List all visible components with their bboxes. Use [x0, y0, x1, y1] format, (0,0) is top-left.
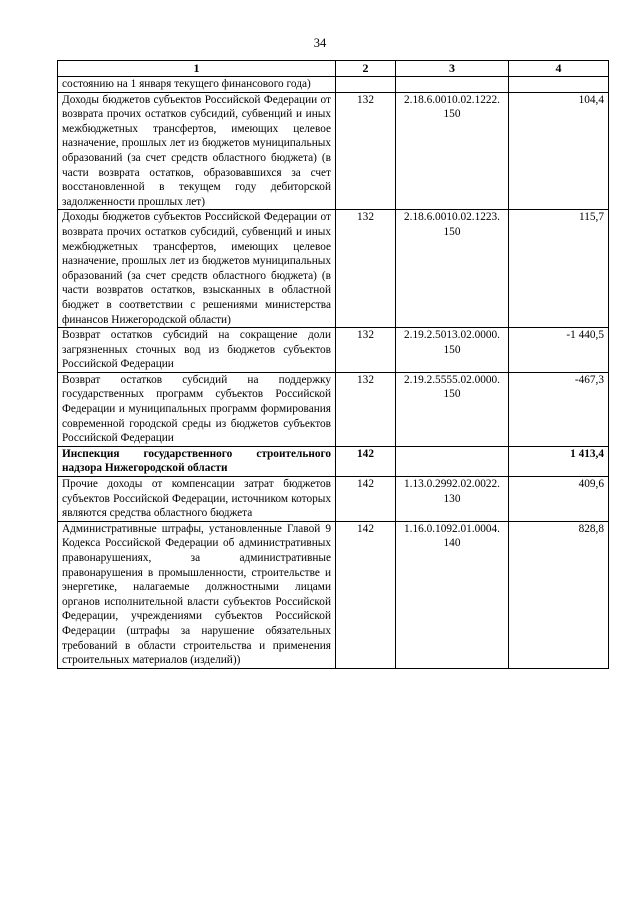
income-name-cell: состоянию на 1 января текущего финансового года) [58, 77, 336, 93]
amount-cell: -467,3 [509, 372, 609, 446]
amount-cell: 115,7 [509, 210, 609, 328]
amount-cell: 409,6 [509, 477, 609, 522]
table-row [58, 92, 609, 210]
table-row [58, 477, 609, 522]
amount-cell: 104,4 [509, 92, 609, 210]
table-row [58, 210, 609, 328]
admin-code-cell: 142 [336, 446, 396, 476]
budget-classification-code-cell: 2.19.2.5555.02.0000. 150 [396, 372, 509, 446]
amount-cell: 1 413,4 [509, 446, 609, 476]
income-name-cell: Доходы бюджетов субъектов Российской Федерации от возврата прочих остатков субсидий, субвенций и иных межбюджетных трансфертов, имеющих целевое назначение, прошлых лет из бюджетов муниципальных образований (за счет средств областного бюджета) (в части возврата остатков, образовавшихся за счет восстановленной в текущем году дебиторской задолженности прошлых лет) [58, 92, 336, 210]
budget-classification-code-cell: 1.16.0.1092.01.0004. 140 [396, 521, 509, 668]
amount-cell [509, 77, 609, 93]
income-name-cell: Инспекция государственного строительного надзора Нижегородской области [58, 446, 336, 476]
budget-classification-code-cell: 2.18.6.0010.02.1222. 150 [396, 92, 509, 210]
income-name-cell: Возврат остатков субсидий на поддержку государственных программ субъектов Российской Федерации и муниципальных программ формирования современной городской среды из бюджетов субъектов Российской Федерации [58, 372, 336, 446]
budget-classification-code-cell: 2.18.6.0010.02.1223. 150 [396, 210, 509, 328]
admin-code-cell: 132 [336, 372, 396, 446]
income-name-cell: Доходы бюджетов субъектов Российской Федерации от возврата прочих остатков субсидий, субвенций и иных межбюджетных трансфертов, имеющих целевое назначение, прошлых лет из бюджетов муниципальных образований (за счет средств областного бюджета) (в части возвратов остатков, взысканных в областной бюджет в соответствии с решениями министерства финансов Нижегородской области) [58, 210, 336, 328]
budget-revenue-table [57, 60, 609, 669]
column-header: 4 [509, 61, 609, 77]
column-header: 2 [336, 61, 396, 77]
amount-cell: 828,8 [509, 521, 609, 668]
admin-code-cell: 132 [336, 328, 396, 373]
budget-classification-code-cell [396, 77, 509, 93]
admin-code-cell: 132 [336, 92, 396, 210]
income-name-cell: Административные штрафы, установленные Главой 9 Кодекса Российской Федерации об административных правонарушениях, за административные правонарушения в промышленности, строительстве и энергетике, налагаемые должностными лицами органов исполнительной власти субъектов Российской Федерации, учреждениями субъектов Российской Федерации (штрафы за нарушение обязательных требований в области строительства и применения строительных материалов (изделий)) [58, 521, 336, 668]
table-row [58, 328, 609, 373]
income-name-cell: Возврат остатков субсидий на сокращение доли загрязненных сточных вод из бюджетов субъектов Российской Федерации [58, 328, 336, 373]
admin-code-cell: 132 [336, 210, 396, 328]
budget-classification-code-cell: 2.19.2.5013.02.0000. 150 [396, 328, 509, 373]
amount-cell: -1 440,5 [509, 328, 609, 373]
page-number: 34 [313, 36, 327, 50]
table-row [58, 446, 609, 476]
admin-code-cell: 142 [336, 477, 396, 522]
income-name-cell: Прочие доходы от компенсации затрат бюджетов субъектов Российской Федерации, источником которых являются средства областного бюджета [58, 477, 336, 522]
column-header: 3 [396, 61, 509, 77]
column-header: 1 [58, 61, 336, 77]
table-row [58, 77, 609, 93]
admin-code-cell: 142 [336, 521, 396, 668]
budget-classification-code-cell [396, 446, 509, 476]
table-row [58, 372, 609, 446]
table-row [58, 521, 609, 668]
admin-code-cell [336, 77, 396, 93]
budget-classification-code-cell: 1.13.0.2992.02.0022. 130 [396, 477, 509, 522]
table-header-row [58, 61, 609, 77]
